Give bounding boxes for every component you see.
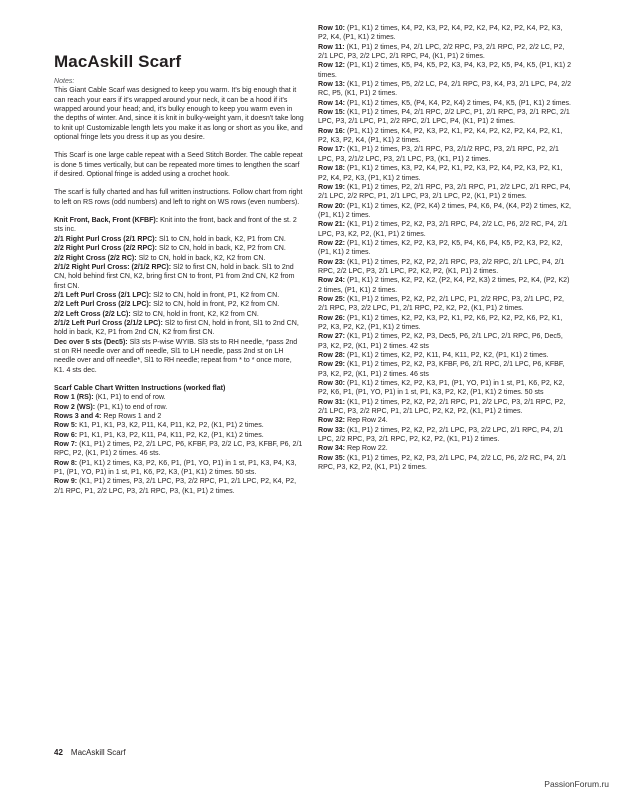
left-column — [54, 0, 304, 496]
definition-212rpc: 2/1/2 Right Purl Cross: (2/1/2 RPC): Sl2 to first CN, hold in back. Sl1 to 2nd CN, hold behind first CN, K2, bring first CN to front, P1 from 2nd CN, K2 from first CN. — [54, 263, 295, 290]
definition-212lpc: 2/1/2 Left Purl Cross (2/1/2 LPC): Sl2 to first CN, hold in front, Sl1 to 2nd CN, hold in back, K2, P1 from 2nd CN, K2 from first CN. — [54, 319, 299, 337]
definition-21lpc: 2/1 Left Purl Cross (2/1 LPC): Sl2 to CN, hold in front, P1, K2 from CN. — [54, 291, 280, 299]
row-item: Row 6: P1, K1, P1, K3, P2, K11, P4, K11, P2, K2, (P1, K1) 2 times. — [54, 431, 264, 439]
row-item: Row 32: Rep Row 24. — [318, 417, 388, 425]
row-item: Row 17: (K1, P1) 2 times, P3, 2/1 RPC, P3, 2/1/2 RPC, P3, 2/1 RPC, P2, 2/1 LPC, P3, 2/1/2 LPC, P3, 2/1 LPC, P3, (K1, P1) 2 times. — [318, 146, 559, 163]
row-item: Row 35: (K1, P1) 2 times, P2, K2, P3, 2/1 LPC, P4, 2/2 LC, P6, 2/2 RC, P4, 2/1 RPC, P3, K2, P2, (K1, P1) 2 times. — [318, 454, 567, 472]
notes-label: Notes: — [54, 78, 75, 85]
definition-22lc: 2/2 Left Cross (2/2 LC): Sl2 to CN, hold in front, K2, K2 from CN. — [54, 310, 259, 318]
row-item: Row 10: (P1, K1) 2 times, K4, P2, K3, P2, K4, P2, K2, P4, K2, P2, K4, P2, K3, P2, K4, (P1, K1) 2 times. — [318, 25, 563, 42]
page-title: MacAskill Scarf — [54, 52, 182, 71]
row-item: Row 29: (K1, P1) 2 times, P2, K2, P3, KFBF, P6, 2/1 RPC, 2/1 LPC, P6, KFBF, P3, K2, P2, (K1, P1) 2 times. 46 sts — [318, 361, 565, 378]
row-item: Row 2 (WS): (P1, K1) to end of row. — [54, 403, 168, 411]
row-item: Row 21: (K1, P1) 2 times, P2, K2, P3, 2/1 RPC, P4, 2/2 LC, P6, 2/2 RC, P4, 2/1 LPC, P3, K2, P2, (K1, P1) 2 times. — [318, 221, 568, 238]
instructions-heading: Scarf Cable Chart Written Instructions (worked flat) — [54, 384, 226, 392]
row-item: Row 14: (P1, K1) 2 times, K5, (P4, K4, P2, K4) 2 times, P4, K5, (P1, K1) 2 times. — [318, 99, 572, 107]
row-item: Row 34: Rep Row 22. — [318, 445, 388, 453]
definition-21rpc: 2/1 Right Purl Cross (2/1 RPC): Sl1 to CN, hold in back, K2, P1 from CN. — [54, 235, 286, 243]
definition-22rpc: 2/2 Right Purl Cross (2/2 RPC): Sl2 to CN, hold in back, K2, P2 from CN. — [54, 245, 286, 253]
row-item: Row 31: (K1, P1) 2 times, P2, K2, P2, 2/1 RPC, P1, 2/2 LPC, P3, 2/1 RPC, P2, 2/1 LPC, P3, 2/2 RPC, P1, 2/1 LPC, P2, K2, P2, (K1, P1) 2 times. — [318, 398, 566, 416]
row-item: Row 7: (K1, P1) 2 times, P2, 2/1 LPC, P6, KFBF, P3, 2/2 LC, P3, KFBF, P6, 2/1 RPC, P2, (K1, P1) 2 times. 46 sts. — [54, 441, 303, 458]
row-item: Row 18: (P1, K1) 2 times, K3, P2, K4, P2, K1, P2, K3, P2, K4, P2, K3, P2, K1, P2, K4, P2, K3, (P1, K1) 2 times. — [318, 165, 563, 182]
definition-dec5: Dec over 5 sts (Dec5): Sl3 sts P-wise WYIB. Sl3 sts to RH needle, *pass 2nd st on RH needle over and off needle, Sl1 to LH needle, pass 2nd st on LH needle over and off needle*, Sl1 to RH needle; repeat from * to * once more, K1. 4 sts dec. — [54, 338, 298, 374]
row-item: Row 28: (P1, K1) 2 times, K2, P2, K11, P4, K11, P2, K2, (P1, K1) 2 times. — [318, 352, 549, 360]
row-item: Row 24: (P1, K1) 2 times, K2, P2, K2, (P2, K4, P2, K3) 2 times, P2, K4, (P2, K2) 2 times, (P1, K1) 2 times. — [318, 277, 570, 294]
row-item: Row 23: (K1, P1) 2 times, P2, K2, P2, 2/1 RPC, P3, 2/2 RPC, 2/1 LPC, P4, 2/1 RPC, 2/2 LPC, P3, 2/1 LPC, P2, K2, P2, (K1, P1) 2 times. — [318, 258, 565, 275]
row-item: Row 20: (P1, K1) 2 times, K2, (P2, K4) 2 times, P4, K6, P4, (K4, P2) 2 times, K2, (P1, K1) 2 times. — [318, 202, 572, 219]
stitch-definitions — [54, 216, 304, 375]
right-column — [318, 24, 573, 473]
row-item: Row 15: (K1, P1) 2 times, P4, 2/1 RPC, 2/2 LPC, P1, 2/1 RPC, P3, 2/1 RPC, 2/1 LPC, P3, 2/1 LPC, P1, 2/2 RPC, 2/1 LPC, P4, (K1, P1) 2 times. — [318, 109, 570, 126]
chart-paragraph: The scarf is fully charted and has full written instructions. Follow chart from right to left on RS rows (odd numbers) and left to right on WS rows (even numbers). — [54, 189, 303, 206]
definition-22lpc: 2/2 Left Purl Cross (2/2 LPC): Sl2 to CN, hold in front, P2, K2 from CN. — [54, 301, 280, 309]
intro-paragraph: This Giant Cable Scarf was designed to keep you warm. It's big enough that it can reach your ears if it's wrapped around your neck, it can be a hood if it's wrapped around your head; and, it's bulky enough to keep you warm even in the depths of winter. And, since it is knit in bulky-weight yarn, it doesn't take long to knit up! Customizable length lets you make it as long or short as you like, and optional fringe lets you dress it up as you desire. — [54, 87, 304, 142]
row-item: Row 11: (K1, P1) 2 times, P4, 2/1 LPC, 2/2 RPC, P3, 2/1 RPC, P2, 2/2 LC, P2, 2/1 LPC, P3, 2/2 LPC, 2/1 RPC, P4, (K1, P1) 2 times. — [318, 43, 565, 61]
row-item: Row 5: K1, P1, K1, P3, K2, P11, K4, P11, K2, P2, (K1, P1) 2 times. — [54, 422, 264, 430]
row-item: Row 16: (P1, K1) 2 times, K4, P2, K3, P2, K1, P2, K4, P2, K2, P2, K4, P2, K1, P2, K3, P2, K4, (P1, K1) 2 times. — [318, 127, 563, 145]
definition-22rc: 2/2 Right Cross (2/2 RC): Sl2 to CN, hold in back, K2, K2 from CN. — [54, 254, 266, 262]
watermark: PassionForum.ru — [544, 779, 609, 789]
row-item: Rows 3 and 4: Rep Rows 1 and 2 — [54, 413, 162, 420]
row-item: Row 8: (P1, K1) 2 times, K3, P2, K6, P1, (P1, YO, P1) in 1 st, P1, K3, P4, K3, P1, (P1, YO, P1) in 1 st, P1, K6, P2, K3, (P1, K1) 2 times. 50 sts. — [54, 459, 297, 477]
rows-left-list — [54, 393, 304, 496]
row-item: Row 33: (K1, P1) 2 times, P2, K2, P2, 2/1 LPC, P3, 2/2 LPC, 2/1 RPC, P4, 2/1 LPC, 2/2 RPC, P3, 2/1 RPC, P2, K2, P2, (K1, P1) 2 times. — [318, 426, 564, 444]
row-item: Row 30: (P1, K1) 2 times, K2, P2, K3, P1, (P1, YO, P1) in 1 st, P1, K6, P2, K2, P2, K6, P1, (P1, YO, P1) in 1 st, P1, K3, P2, K2, (P1, K1) 2 times. 50 sts — [318, 380, 565, 397]
row-item: Row 1 (RS): (K1, P1) to end of row. — [54, 394, 166, 402]
row-item: Row 22: (P1, K1) 2 times, K2, P2, K3, P2, K5, P4, K6, P4, K5, P2, K3, P2, K2, (P1, K1) 2 times. — [318, 239, 563, 257]
row-item: Row 27: (K1, P1) 2 times, P2, K2, P3, Dec5, P6, 2/1 LPC, 2/1 RPC, P6, Dec5, P3, K2, P2, (K1, P1) 2 times. 42 sts — [318, 333, 563, 350]
page-footer — [54, 748, 126, 758]
definition-kfbf: Knit Front, Back, Front (KFBF): Knit into the front, back and front of the st. 2 sts inc. — [54, 217, 297, 234]
page-number: 42 — [54, 748, 63, 757]
row-item: Row 13: (K1, P1) 2 times, P5, 2/2 LC, P4, 2/1 RPC, P3, K4, P3, 2/1 LPC, P4, 2/2 RC, P5, (K1, P1) 2 times. — [318, 81, 572, 98]
structure-paragraph: This Scarf is one large cable repeat with a Seed Stitch Border. The cable repeat is done 5 times vertically, but can be repeated more times to lengthen the scarf if desired. Optional fringe is added using a crochet hook. — [54, 152, 303, 179]
row-item: Row 12: (P1, K1) 2 times, K5, P4, K5, P2, K3, P4, K3, P2, K5, P4, K5, (P1, K1) 2 times. — [318, 62, 572, 79]
row-item: Row 26: (P1, K1) 2 times, K2, P2, K3, P2, K1, P2, K6, P2, K2, P2, K6, P2, K1, P2, K3, P2, K2, (P1, K1) 2 times. — [318, 314, 563, 331]
row-item: Row 9: (K1, P1) 2 times, P3, 2/1 LPC, P3, 2/2 RPC, P1, 2/1 LPC, P2, K4, P2, 2/1 RPC, P1, 2/2 LPC, P3, 2/1 RPC, P3, (K1, P1) 2 times. — [54, 478, 297, 495]
row-item: Row 25: (K1, P1) 2 times, P2, K2, P2, 2/1 LPC, P1, 2/2 RPC, P3, 2/1 LPC, P2, 2/1 RPC, P3, 2/2 LPC, P1, 2/1 RPC, P2, K2, P2, (K1, P1) 2 times. — [318, 295, 564, 313]
row-item: Row 19: (K1, P1) 2 times, P2, 2/1 RPC, P3, 2/1 RPC, P1, 2/2 LPC, 2/1 RPC, P4, 2/1 LPC, 2/2 RPC, P1, 2/1 LPC, P3, 2/1 LPC, P2, (K1, P1) 2 times. — [318, 183, 571, 201]
running-title: MacAskill Scarf — [70, 748, 126, 757]
